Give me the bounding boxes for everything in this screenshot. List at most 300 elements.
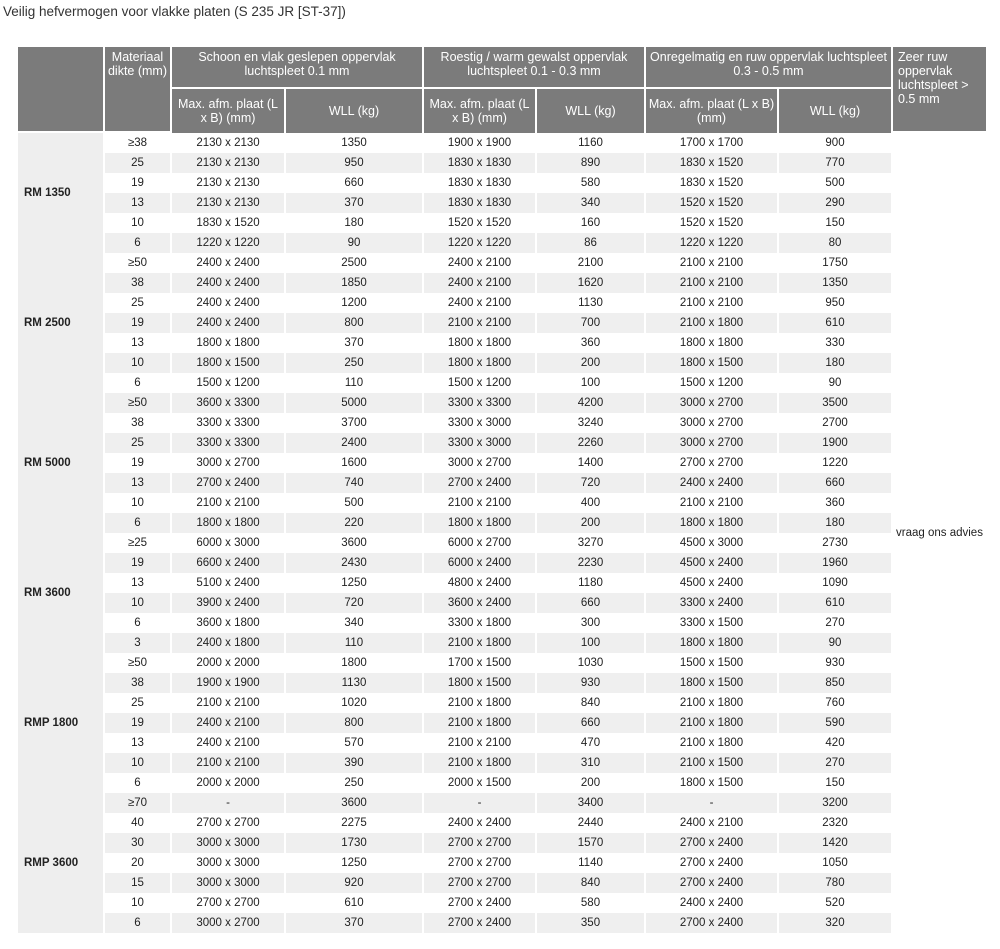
- wll-rusty-cell: 310: [537, 753, 644, 773]
- dim-irregular-cell: 2700 x 2400: [646, 833, 777, 853]
- wll-rusty-cell: 580: [537, 893, 644, 913]
- table-row: [18, 673, 986, 693]
- wll-irregular-cell: 780: [779, 873, 891, 893]
- table-row: [18, 553, 986, 573]
- wll-irregular-cell: 760: [779, 693, 891, 713]
- dim-irregular-cell: 1520 x 1520: [646, 193, 777, 213]
- wll-clean-cell: 800: [286, 313, 422, 333]
- dim-irregular-cell: 2100 x 1500: [646, 753, 777, 773]
- dim-irregular-cell: 4500 x 3000: [646, 533, 777, 553]
- wll-clean-cell: 570: [286, 733, 422, 753]
- dim-clean-cell: 2400 x 2400: [172, 273, 284, 293]
- dim-irregular-cell: 2100 x 2100: [646, 493, 777, 513]
- wll-clean-cell: 2500: [286, 253, 422, 273]
- thickness-cell: 30: [105, 833, 170, 853]
- dim-irregular-cell: 2100 x 2100: [646, 253, 777, 273]
- header-group-irregular: Onregelmatig en ruw oppervlak luchtspleet 0.3 - 0.5 mm: [646, 47, 891, 89]
- wll-irregular-cell: 360: [779, 493, 891, 513]
- wll-rusty-cell: 360: [537, 333, 644, 353]
- dim-clean-cell: 2700 x 2700: [172, 893, 284, 913]
- dim-irregular-cell: 1500 x 1500: [646, 653, 777, 673]
- wll-clean-cell: 340: [286, 613, 422, 633]
- table-row: [18, 153, 986, 173]
- dim-rusty-cell: 1700 x 1500: [424, 653, 535, 673]
- dim-clean-cell: 3600 x 1800: [172, 613, 284, 633]
- dim-rusty-cell: 1500 x 1200: [424, 373, 535, 393]
- table-row: [18, 613, 986, 633]
- dim-rusty-cell: 6000 x 2700: [424, 533, 535, 553]
- wll-rusty-cell: 1130: [537, 293, 644, 313]
- dim-rusty-cell: 2400 x 2100: [424, 293, 535, 313]
- dim-rusty-cell: 1220 x 1220: [424, 233, 535, 253]
- thickness-cell: 6: [105, 513, 170, 533]
- wll-clean-cell: 90: [286, 233, 422, 253]
- dim-clean-cell: -: [172, 793, 284, 813]
- dim-rusty-cell: 6000 x 2400: [424, 553, 535, 573]
- header-dim-clean: Max. afm. plaat (L x B) (mm): [172, 89, 284, 133]
- dim-rusty-cell: 2400 x 2100: [424, 253, 535, 273]
- wll-irregular-cell: 1350: [779, 273, 891, 293]
- wll-irregular-cell: 420: [779, 733, 891, 753]
- model-name: RMP 1800: [18, 653, 103, 793]
- wll-irregular-cell: 500: [779, 173, 891, 193]
- wll-clean-cell: 920: [286, 873, 422, 893]
- wll-rusty-cell: 1180: [537, 573, 644, 593]
- table-row: [18, 633, 986, 653]
- table-row: [18, 493, 986, 513]
- table-row: [18, 133, 986, 153]
- dim-rusty-cell: 3300 x 3300: [424, 393, 535, 413]
- wll-irregular-cell: 2320: [779, 813, 891, 833]
- wll-rusty-cell: 1570: [537, 833, 644, 853]
- wll-irregular-cell: 1220: [779, 453, 891, 473]
- wll-clean-cell: 1850: [286, 273, 422, 293]
- dim-rusty-cell: 1800 x 1800: [424, 333, 535, 353]
- wll-clean-cell: 250: [286, 353, 422, 373]
- wll-irregular-cell: 590: [779, 713, 891, 733]
- wll-irregular-cell: 1090: [779, 573, 891, 593]
- wll-clean-cell: 1200: [286, 293, 422, 313]
- wll-rusty-cell: 1400: [537, 453, 644, 473]
- wll-irregular-cell: 2730: [779, 533, 891, 553]
- wll-rusty-cell: 300: [537, 613, 644, 633]
- dim-rusty-cell: -: [424, 793, 535, 813]
- dim-clean-cell: 2400 x 2100: [172, 733, 284, 753]
- table-row: [18, 793, 986, 813]
- table-row: [18, 233, 986, 253]
- table-row: [18, 913, 986, 933]
- dim-irregular-cell: 3000 x 2700: [646, 413, 777, 433]
- wll-irregular-cell: 270: [779, 753, 891, 773]
- wll-clean-cell: 660: [286, 173, 422, 193]
- dim-irregular-cell: 2100 x 1800: [646, 733, 777, 753]
- wll-clean-cell: 110: [286, 633, 422, 653]
- dim-irregular-cell: 2700 x 2400: [646, 853, 777, 873]
- dim-clean-cell: 1900 x 1900: [172, 673, 284, 693]
- wll-irregular-cell: 1960: [779, 553, 891, 573]
- dim-clean-cell: 5100 x 2400: [172, 573, 284, 593]
- dim-rusty-cell: 2700 x 2400: [424, 893, 535, 913]
- wll-rusty-cell: 160: [537, 213, 644, 233]
- wll-rusty-cell: 86: [537, 233, 644, 253]
- dim-clean-cell: 2400 x 1800: [172, 633, 284, 653]
- thickness-cell: 13: [105, 333, 170, 353]
- wll-irregular-cell: 80: [779, 233, 891, 253]
- wll-clean-cell: 110: [286, 373, 422, 393]
- dim-rusty-cell: 1900 x 1900: [424, 133, 535, 153]
- dim-clean-cell: 3000 x 3000: [172, 833, 284, 853]
- model-name: RM 1350: [18, 133, 103, 253]
- dim-irregular-cell: 2100 x 2100: [646, 273, 777, 293]
- thickness-cell: ≥70: [105, 793, 170, 813]
- table-row: [18, 533, 986, 553]
- dim-rusty-cell: 2400 x 2400: [424, 813, 535, 833]
- wll-clean-cell: 1250: [286, 573, 422, 593]
- dim-rusty-cell: 2100 x 2100: [424, 313, 535, 333]
- thickness-cell: 13: [105, 473, 170, 493]
- dim-irregular-cell: 2400 x 2100: [646, 813, 777, 833]
- dim-clean-cell: 6000 x 3000: [172, 533, 284, 553]
- dim-clean-cell: 2400 x 2400: [172, 253, 284, 273]
- page-title: Veilig hefvermogen voor vlakke platen (S 235 JR [ST-37]): [3, 4, 346, 19]
- dim-irregular-cell: 2700 x 2400: [646, 913, 777, 933]
- wll-irregular-cell: 90: [779, 373, 891, 393]
- thickness-cell: ≥50: [105, 393, 170, 413]
- wll-rusty-cell: 350: [537, 913, 644, 933]
- wll-irregular-cell: 900: [779, 133, 891, 153]
- dim-rusty-cell: 2100 x 1800: [424, 633, 535, 653]
- dim-rusty-cell: 1830 x 1830: [424, 193, 535, 213]
- dim-clean-cell: 2100 x 2100: [172, 693, 284, 713]
- dim-irregular-cell: 2100 x 2100: [646, 293, 777, 313]
- wll-irregular-cell: 3500: [779, 393, 891, 413]
- table-row: [18, 453, 986, 473]
- dim-clean-cell: 3300 x 3300: [172, 433, 284, 453]
- wll-irregular-cell: 520: [779, 893, 891, 913]
- table-row: [18, 693, 986, 713]
- wll-irregular-cell: 90: [779, 633, 891, 653]
- header-wll-irregular: WLL (kg): [779, 89, 891, 133]
- wll-clean-cell: 370: [286, 193, 422, 213]
- dim-clean-cell: 3000 x 2700: [172, 913, 284, 933]
- wll-clean-cell: 3700: [286, 413, 422, 433]
- header-thickness: Materiaal dikte (mm): [105, 47, 170, 133]
- dim-clean-cell: 2130 x 2130: [172, 133, 284, 153]
- dim-clean-cell: 2130 x 2130: [172, 173, 284, 193]
- wll-irregular-cell: 330: [779, 333, 891, 353]
- wll-clean-cell: 220: [286, 513, 422, 533]
- dim-clean-cell: 2130 x 2130: [172, 153, 284, 173]
- wll-rusty-cell: 100: [537, 633, 644, 653]
- dim-rusty-cell: 1800 x 1500: [424, 673, 535, 693]
- dim-clean-cell: 6600 x 2400: [172, 553, 284, 573]
- dim-rusty-cell: 2100 x 1800: [424, 693, 535, 713]
- dim-clean-cell: 2400 x 2400: [172, 313, 284, 333]
- table-row: [18, 513, 986, 533]
- dim-irregular-cell: 1800 x 1800: [646, 513, 777, 533]
- thickness-cell: 10: [105, 213, 170, 233]
- wll-irregular-cell: 1750: [779, 253, 891, 273]
- wll-rusty-cell: 200: [537, 513, 644, 533]
- dim-rusty-cell: 2100 x 2100: [424, 733, 535, 753]
- dim-rusty-cell: 3000 x 2700: [424, 453, 535, 473]
- wll-rusty-cell: 4200: [537, 393, 644, 413]
- wll-rusty-cell: 660: [537, 713, 644, 733]
- wll-clean-cell: 1250: [286, 853, 422, 873]
- table-row: [18, 373, 986, 393]
- wll-irregular-cell: 150: [779, 773, 891, 793]
- wll-rusty-cell: 930: [537, 673, 644, 693]
- wll-irregular-cell: 180: [779, 353, 891, 373]
- wll-rusty-cell: 1620: [537, 273, 644, 293]
- wll-irregular-cell: 2700: [779, 413, 891, 433]
- wll-rusty-cell: 840: [537, 873, 644, 893]
- table-row: [18, 313, 986, 333]
- dim-clean-cell: 1800 x 1800: [172, 513, 284, 533]
- wll-clean-cell: 3600: [286, 793, 422, 813]
- thickness-cell: 25: [105, 693, 170, 713]
- dim-irregular-cell: 2100 x 1800: [646, 313, 777, 333]
- model-name: RM 2500: [18, 253, 103, 393]
- wll-rusty-cell: 720: [537, 473, 644, 493]
- thickness-cell: 10: [105, 593, 170, 613]
- thickness-cell: 25: [105, 433, 170, 453]
- dim-rusty-cell: 3600 x 2400: [424, 593, 535, 613]
- table-row: [18, 873, 986, 893]
- dim-irregular-cell: 3000 x 2700: [646, 433, 777, 453]
- wll-clean-cell: 5000: [286, 393, 422, 413]
- thickness-cell: 25: [105, 153, 170, 173]
- wll-clean-cell: 1800: [286, 653, 422, 673]
- model-name: RM 3600: [18, 533, 103, 653]
- dim-irregular-cell: 2700 x 2700: [646, 453, 777, 473]
- wll-irregular-cell: 770: [779, 153, 891, 173]
- model-name: RM 5000: [18, 393, 103, 533]
- dim-irregular-cell: 1520 x 1520: [646, 213, 777, 233]
- wll-irregular-cell: 850: [779, 673, 891, 693]
- dim-irregular-cell: 1830 x 1520: [646, 153, 777, 173]
- dim-rusty-cell: 2100 x 1800: [424, 713, 535, 733]
- wll-rusty-cell: 2440: [537, 813, 644, 833]
- dim-clean-cell: 2000 x 2000: [172, 653, 284, 673]
- wll-clean-cell: 370: [286, 913, 422, 933]
- wll-clean-cell: 1350: [286, 133, 422, 153]
- wll-clean-cell: 1600: [286, 453, 422, 473]
- wll-irregular-cell: 930: [779, 653, 891, 673]
- thickness-cell: 19: [105, 453, 170, 473]
- wll-rusty-cell: 2260: [537, 433, 644, 453]
- table-row: [18, 333, 986, 353]
- dim-rusty-cell: 2400 x 2100: [424, 273, 535, 293]
- dim-clean-cell: 2130 x 2130: [172, 193, 284, 213]
- wll-clean-cell: 370: [286, 333, 422, 353]
- thickness-cell: 38: [105, 273, 170, 293]
- dim-rusty-cell: 2100 x 2100: [424, 493, 535, 513]
- table-row: [18, 433, 986, 453]
- dim-clean-cell: 3900 x 2400: [172, 593, 284, 613]
- thickness-cell: ≥25: [105, 533, 170, 553]
- dim-clean-cell: 2100 x 2100: [172, 753, 284, 773]
- wll-rusty-cell: 340: [537, 193, 644, 213]
- wll-rusty-cell: 100: [537, 373, 644, 393]
- dim-clean-cell: 1220 x 1220: [172, 233, 284, 253]
- thickness-cell: ≥50: [105, 653, 170, 673]
- header-dim-irregular: Max. afm. plaat (L x B) (mm): [646, 89, 777, 133]
- table-row: [18, 753, 986, 773]
- table-row: [18, 413, 986, 433]
- wll-clean-cell: 1130: [286, 673, 422, 693]
- dim-irregular-cell: 1500 x 1200: [646, 373, 777, 393]
- table-row: [18, 353, 986, 373]
- header-wll-rusty: WLL (kg): [537, 89, 644, 133]
- wll-rusty-cell: 470: [537, 733, 644, 753]
- dim-irregular-cell: 2400 x 2400: [646, 473, 777, 493]
- thickness-cell: 38: [105, 673, 170, 693]
- thickness-cell: 10: [105, 753, 170, 773]
- wll-clean-cell: 950: [286, 153, 422, 173]
- wll-clean-cell: 1730: [286, 833, 422, 853]
- table-row: [18, 253, 986, 273]
- dim-clean-cell: 1500 x 1200: [172, 373, 284, 393]
- header-wll-clean: WLL (kg): [286, 89, 422, 133]
- wll-clean-cell: 500: [286, 493, 422, 513]
- dim-rusty-cell: 1800 x 1800: [424, 353, 535, 373]
- wll-rusty-cell: 3240: [537, 413, 644, 433]
- thickness-cell: 10: [105, 493, 170, 513]
- dim-rusty-cell: 2700 x 2400: [424, 913, 535, 933]
- wll-rusty-cell: 200: [537, 353, 644, 373]
- dim-rusty-cell: 2700 x 2700: [424, 833, 535, 853]
- thickness-cell: 10: [105, 353, 170, 373]
- wll-rusty-cell: 2100: [537, 253, 644, 273]
- thickness-cell: ≥38: [105, 133, 170, 153]
- thickness-cell: 13: [105, 733, 170, 753]
- wll-clean-cell: 800: [286, 713, 422, 733]
- thickness-cell: 3: [105, 633, 170, 653]
- wll-irregular-cell: 1420: [779, 833, 891, 853]
- dim-clean-cell: 3300 x 3300: [172, 413, 284, 433]
- wll-rusty-cell: 700: [537, 313, 644, 333]
- wll-rusty-cell: 1030: [537, 653, 644, 673]
- wll-rusty-cell: 3270: [537, 533, 644, 553]
- wll-irregular-cell: 3200: [779, 793, 891, 813]
- wll-clean-cell: 180: [286, 213, 422, 233]
- wll-rusty-cell: 3400: [537, 793, 644, 813]
- wll-irregular-cell: 180: [779, 513, 891, 533]
- dim-clean-cell: 2400 x 2400: [172, 293, 284, 313]
- thickness-cell: 19: [105, 173, 170, 193]
- wll-rusty-cell: 840: [537, 693, 644, 713]
- dim-irregular-cell: 1220 x 1220: [646, 233, 777, 253]
- thickness-cell: 40: [105, 813, 170, 833]
- header-group-rusty: Roestig / warm gewalst oppervlak luchtspleet 0.1 - 0.3 mm: [424, 47, 644, 89]
- wll-rusty-cell: 1140: [537, 853, 644, 873]
- wll-irregular-cell: 1900: [779, 433, 891, 453]
- dim-clean-cell: 2100 x 2100: [172, 493, 284, 513]
- dim-rusty-cell: 2700 x 2700: [424, 853, 535, 873]
- thickness-cell: 6: [105, 613, 170, 633]
- dim-irregular-cell: 2400 x 2400: [646, 893, 777, 913]
- wll-clean-cell: 720: [286, 593, 422, 613]
- dim-irregular-cell: 1830 x 1520: [646, 173, 777, 193]
- dim-irregular-cell: 1800 x 1800: [646, 633, 777, 653]
- wll-irregular-cell: 1050: [779, 853, 891, 873]
- thickness-cell: 6: [105, 373, 170, 393]
- wll-rusty-cell: 400: [537, 493, 644, 513]
- table-row: [18, 273, 986, 293]
- table-row: [18, 573, 986, 593]
- lifting-capacity-table: [16, 47, 988, 933]
- dim-irregular-cell: 4500 x 2400: [646, 553, 777, 573]
- table-row: [18, 193, 986, 213]
- wll-rusty-cell: 1160: [537, 133, 644, 153]
- dim-irregular-cell: 3000 x 2700: [646, 393, 777, 413]
- dim-clean-cell: 1830 x 1520: [172, 213, 284, 233]
- table-row: [18, 893, 986, 913]
- dim-irregular-cell: 3300 x 2400: [646, 593, 777, 613]
- thickness-cell: 19: [105, 553, 170, 573]
- wll-clean-cell: 1020: [286, 693, 422, 713]
- table-body: [18, 133, 986, 933]
- header-group-clean: Schoon en vlak geslepen oppervlak luchtspleet 0.1 mm: [172, 47, 422, 89]
- wll-irregular-cell: 320: [779, 913, 891, 933]
- dim-clean-cell: 3000 x 3000: [172, 873, 284, 893]
- dim-irregular-cell: 1700 x 1700: [646, 133, 777, 153]
- dim-irregular-cell: 2100 x 1800: [646, 713, 777, 733]
- thickness-cell: 6: [105, 233, 170, 253]
- table-row: [18, 473, 986, 493]
- dim-irregular-cell: 2100 x 1800: [646, 693, 777, 713]
- wll-irregular-cell: 950: [779, 293, 891, 313]
- wll-irregular-cell: 270: [779, 613, 891, 633]
- dim-clean-cell: 1800 x 1500: [172, 353, 284, 373]
- dim-clean-cell: 3600 x 3300: [172, 393, 284, 413]
- wll-irregular-cell: 290: [779, 193, 891, 213]
- header-very-rough: Zeer ruw oppervlak luchtspleet > 0.5 mm: [893, 47, 986, 133]
- dim-irregular-cell: 1800 x 1500: [646, 673, 777, 693]
- table-row: [18, 773, 986, 793]
- dim-rusty-cell: 3300 x 3000: [424, 413, 535, 433]
- wll-rusty-cell: 2230: [537, 553, 644, 573]
- thickness-cell: 19: [105, 313, 170, 333]
- thickness-cell: 13: [105, 193, 170, 213]
- table-row: [18, 853, 986, 873]
- dim-rusty-cell: 2700 x 2700: [424, 873, 535, 893]
- table-row: [18, 653, 986, 673]
- model-name: RMP 3600: [18, 793, 103, 933]
- dim-rusty-cell: 2700 x 2400: [424, 473, 535, 493]
- dim-rusty-cell: 2100 x 1800: [424, 753, 535, 773]
- dim-irregular-cell: 1800 x 1500: [646, 353, 777, 373]
- table-row: [18, 833, 986, 853]
- dim-clean-cell: 2000 x 2000: [172, 773, 284, 793]
- dim-rusty-cell: 3300 x 3000: [424, 433, 535, 453]
- wll-rusty-cell: 890: [537, 153, 644, 173]
- wll-clean-cell: 740: [286, 473, 422, 493]
- wll-clean-cell: 2275: [286, 813, 422, 833]
- wll-clean-cell: 2430: [286, 553, 422, 573]
- dim-rusty-cell: 1830 x 1830: [424, 153, 535, 173]
- thickness-cell: ≥50: [105, 253, 170, 273]
- dim-irregular-cell: 4500 x 2400: [646, 573, 777, 593]
- thickness-cell: 25: [105, 293, 170, 313]
- wll-rusty-cell: 660: [537, 593, 644, 613]
- wll-irregular-cell: 660: [779, 473, 891, 493]
- dim-clean-cell: 2700 x 2700: [172, 813, 284, 833]
- wll-irregular-cell: 610: [779, 593, 891, 613]
- dim-irregular-cell: -: [646, 793, 777, 813]
- wll-rusty-cell: 580: [537, 173, 644, 193]
